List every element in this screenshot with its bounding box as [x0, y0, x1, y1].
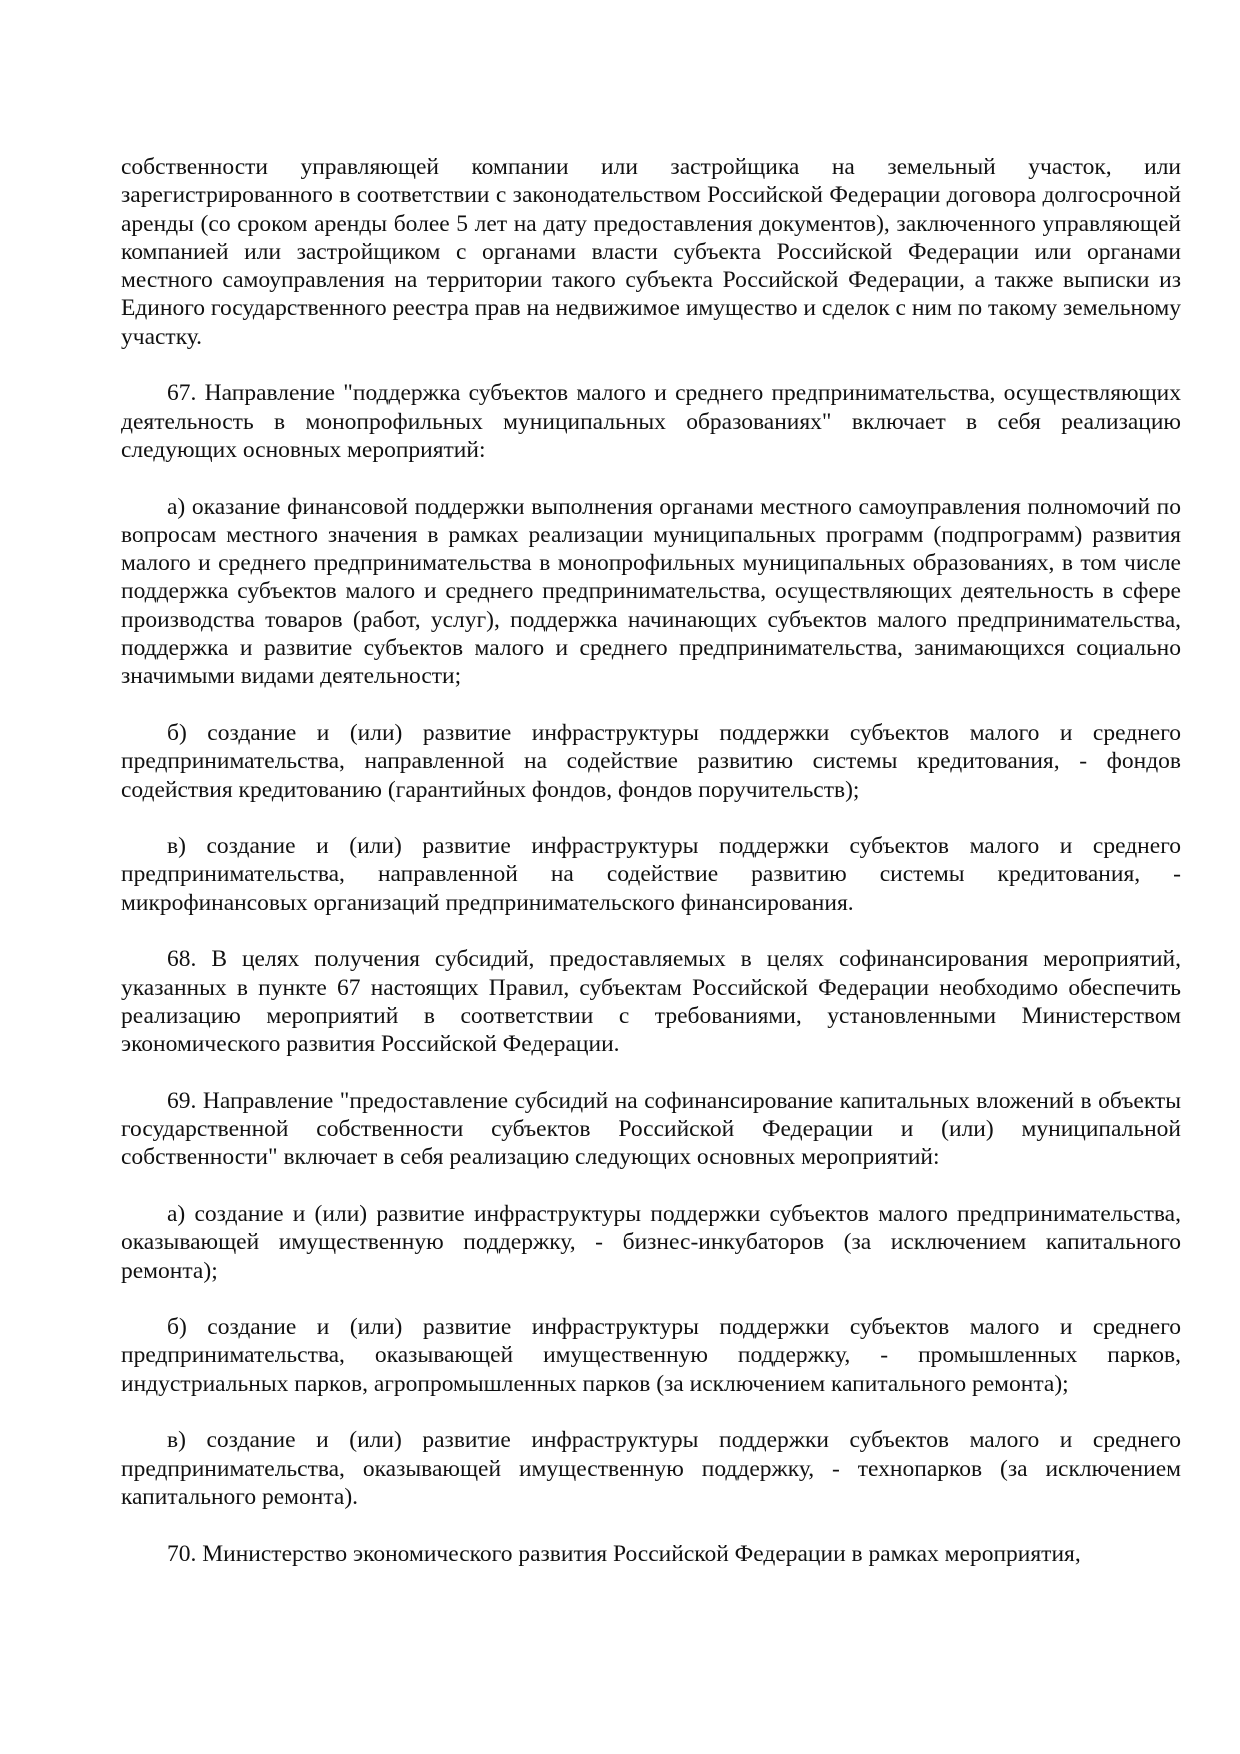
- paragraph-69-b: б) создание и (или) развитие инфраструктуры поддержки субъектов малого и среднего предпринимательства, оказывающей имущественную поддержку, - промышленных парков, индустриальных парков, агропромышленных парков (за исключением капитального ремонта);: [121, 1314, 1181, 1397]
- paragraph-69-v: в) создание и (или) развитие инфраструктуры поддержки субъектов малого и среднего предпринимательства, оказывающей имущественную поддержку, - технопарков (за исключением капитального ремонта).: [121, 1427, 1181, 1510]
- paragraph-continuation: собственности управляющей компании или застройщика на земельный участок, или зарегистрированного в соответствии с законодательством Российской Федерации договора долгосрочной аренды (со сроком аренды более 5 лет на дату предоставления документов), заключенного управляющей компанией или застройщиком с органами власти субъекта Российской Федерации или органами местного самоуправления на территории такого субъекта Российской Федерации, а также выписки из Единого государственного реестра прав на недвижимое имущество и сделок с ним по такому земельному участку.: [121, 154, 1181, 350]
- paragraph-68: 68. В целях получения субсидий, предоставляемых в целях софинансирования мероприятий, указанных в пункте 67 настоящих Правил, субъектам Российской Федерации необходимо обеспечить реализацию мероприятий в соответствии с требованиями, установленными Министерством экономического развития Российской Федерации.: [121, 946, 1181, 1058]
- paragraph-67: 67. Направление "поддержка субъектов малого и среднего предпринимательства, осуществляющих деятельность в монопрофильных муниципальных образованиях" включает в себя реализацию следующих основных мероприятий:: [121, 380, 1181, 463]
- paragraph-67-v: в) создание и (или) развитие инфраструктуры поддержки субъектов малого и среднего предпринимательства, направленной на содействие развитию системы кредитования, - микрофинансовых организаций предпринимательского финансирования.: [121, 833, 1181, 916]
- paragraph-69-a: а) создание и (или) развитие инфраструктуры поддержки субъектов малого предпринимательства, оказывающей имущественную поддержку, - бизнес-инкубаторов (за исключением капитального ремонта);: [121, 1200, 1181, 1284]
- paragraph-67-a: а) оказание финансовой поддержки выполнения органами местного самоуправления полномочий по вопросам местного значения в рамках реализации муниципальных программ (подпрограмм) развития малого и среднего предпринимательства в монопрофильных муниципальных образованиях, в том числе поддержка субъектов малого и среднего предпринимательства, осуществляющих деятельность в сфере производства товаров (работ, услуг), поддержка начинающих субъектов малого предпринимательства, поддержка и развитие субъектов малого и среднего предпринимательства, занимающихся социально значимыми видами деятельности;: [121, 493, 1181, 690]
- paragraph-70: 70. Министерство экономического развития Российской Федерации в рамках мероприятия,: [167, 1540, 1081, 1567]
- paragraph-67-b: б) создание и (или) развитие инфраструктуры поддержки субъектов малого и среднего предпринимательства, направленной на содействие развитию системы кредитования, - фондов содействия кредитованию (гарантийных фондов, фондов поручительств);: [121, 719, 1181, 803]
- document-page: [121, 153, 1181, 1596]
- paragraph-69: 69. Направление "предоставление субсидий на софинансирование капитальных вложений в объекты государственной собственности субъектов Российской Федерации и (или) муниципальной собственности" включает в себя реализацию следующих основных мероприятий:: [121, 1087, 1181, 1171]
